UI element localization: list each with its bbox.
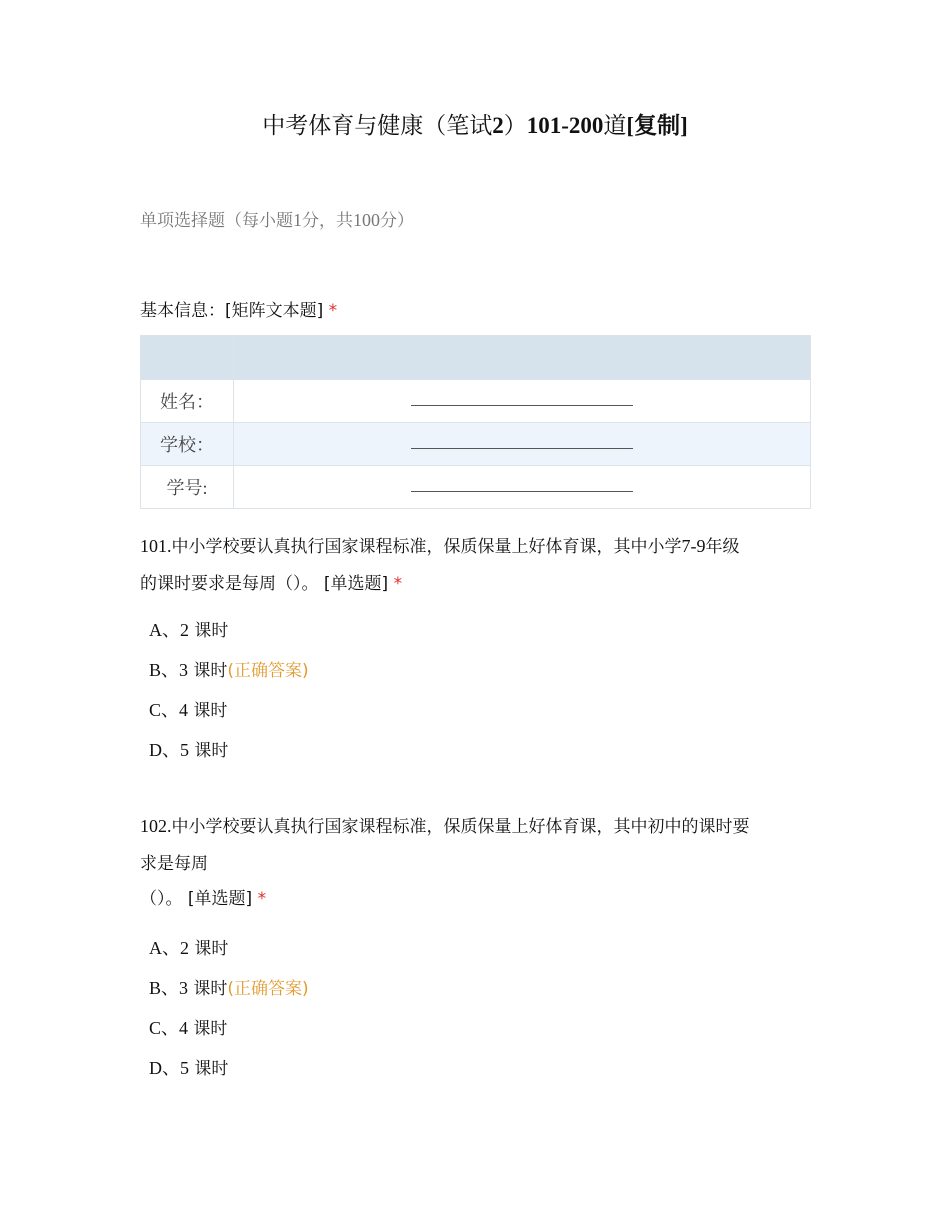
required-mark: *	[328, 301, 338, 321]
q102-option-c[interactable]	[149, 1014, 227, 1043]
option-num: 5	[180, 740, 189, 760]
correct-answer-badge: (正确答案)	[227, 979, 309, 999]
option-text: 课时	[194, 1059, 229, 1079]
option-prefix: A、	[149, 938, 180, 958]
option-num: 2	[180, 620, 189, 640]
question-line	[140, 528, 812, 566]
option-num: 2	[180, 938, 189, 958]
title-prefix: 中考体育与健康（笔试	[262, 113, 493, 138]
title-range: 101-200	[526, 113, 604, 138]
title-close: ）	[503, 113, 527, 138]
section-points: 1	[293, 210, 302, 230]
option-prefix: C、	[149, 700, 180, 720]
option-num: 3	[179, 660, 189, 680]
option-text: 课时	[194, 621, 229, 641]
question-text: 中小学校要认真执行国家课程标准，保质保量上好体育课，其中小学	[171, 537, 682, 557]
question-type: [单选题]	[323, 574, 389, 594]
correct-answer-badge: (正确答案)	[227, 661, 309, 681]
q102-option-d[interactable]	[149, 1054, 228, 1083]
basic-info-table	[140, 335, 811, 509]
section-text: 分）	[380, 211, 414, 231]
option-text: 课时	[194, 939, 229, 959]
title-copy: [复制]	[626, 113, 688, 138]
basic-info-title	[140, 296, 812, 326]
school-label: 学校：	[141, 423, 234, 466]
table-header-cell	[234, 336, 811, 380]
option-prefix: D、	[149, 1058, 180, 1078]
question-text: 求是每周	[140, 854, 208, 874]
title-dao: 道	[603, 113, 627, 138]
option-num: 3	[179, 978, 189, 998]
name-field[interactable]	[234, 380, 811, 423]
option-text: 课时	[193, 1019, 228, 1039]
school-field[interactable]	[234, 423, 811, 466]
table-header-cell	[141, 336, 234, 380]
question-text: 中小学校要认真执行国家课程标准，保质保量上好体育课，其中初中的课时要	[171, 817, 750, 837]
option-prefix: D、	[149, 740, 180, 760]
page-title	[0, 108, 950, 144]
blank-underline	[411, 436, 633, 449]
option-text: 课时	[194, 741, 229, 761]
question-101-title	[140, 528, 812, 603]
section-text: 单项选择题（每小题	[140, 211, 293, 231]
option-num: 4	[179, 700, 189, 720]
question-text: 的课时要求是每周（）。	[140, 574, 319, 594]
section-text: 分，共	[302, 211, 353, 231]
blank-underline	[411, 479, 633, 492]
q101-option-a[interactable]	[149, 616, 228, 645]
option-prefix: B、	[149, 660, 180, 680]
q102-option-b[interactable]	[149, 974, 309, 1003]
question-number: 102.	[140, 816, 172, 836]
blank-underline	[411, 393, 633, 406]
option-num: 4	[179, 1018, 189, 1038]
title-num: 2	[492, 113, 504, 138]
table-row-name	[141, 380, 811, 423]
question-text: 年级	[705, 537, 740, 557]
q101-option-d[interactable]	[149, 736, 228, 765]
question-type: [矩阵文本题]	[225, 301, 324, 321]
student-id-label: 学号:	[141, 466, 234, 509]
question-text: （）。	[140, 889, 183, 909]
question-grade-range: 7-9	[681, 536, 706, 556]
option-text: 课时	[193, 701, 228, 721]
question-line	[140, 883, 812, 915]
required-mark: *	[257, 889, 267, 909]
question-line	[140, 846, 812, 883]
section-total: 100	[353, 210, 380, 230]
q101-option-b[interactable]	[149, 656, 309, 685]
name-label: 姓名：	[141, 380, 234, 423]
q102-option-a[interactable]	[149, 934, 228, 963]
table-row-school	[141, 423, 811, 466]
option-num: 5	[180, 1058, 189, 1078]
option-text: 课时	[193, 661, 228, 681]
student-id-field[interactable]	[234, 466, 811, 509]
table-header-row	[141, 336, 811, 380]
option-prefix: C、	[149, 1018, 180, 1038]
q101-option-c[interactable]	[149, 696, 227, 725]
option-prefix: B、	[149, 978, 180, 998]
table-row-student-id	[141, 466, 811, 509]
question-102-title	[140, 808, 812, 915]
basic-info-label: 基本信息：	[140, 301, 225, 321]
required-mark: *	[393, 574, 403, 594]
option-prefix: A、	[149, 620, 180, 640]
question-type: [单选题]	[187, 889, 253, 909]
question-line	[140, 566, 812, 603]
option-text: 课时	[193, 979, 228, 999]
question-line	[140, 808, 812, 846]
section-description	[140, 206, 414, 235]
question-number: 101.	[140, 536, 172, 556]
